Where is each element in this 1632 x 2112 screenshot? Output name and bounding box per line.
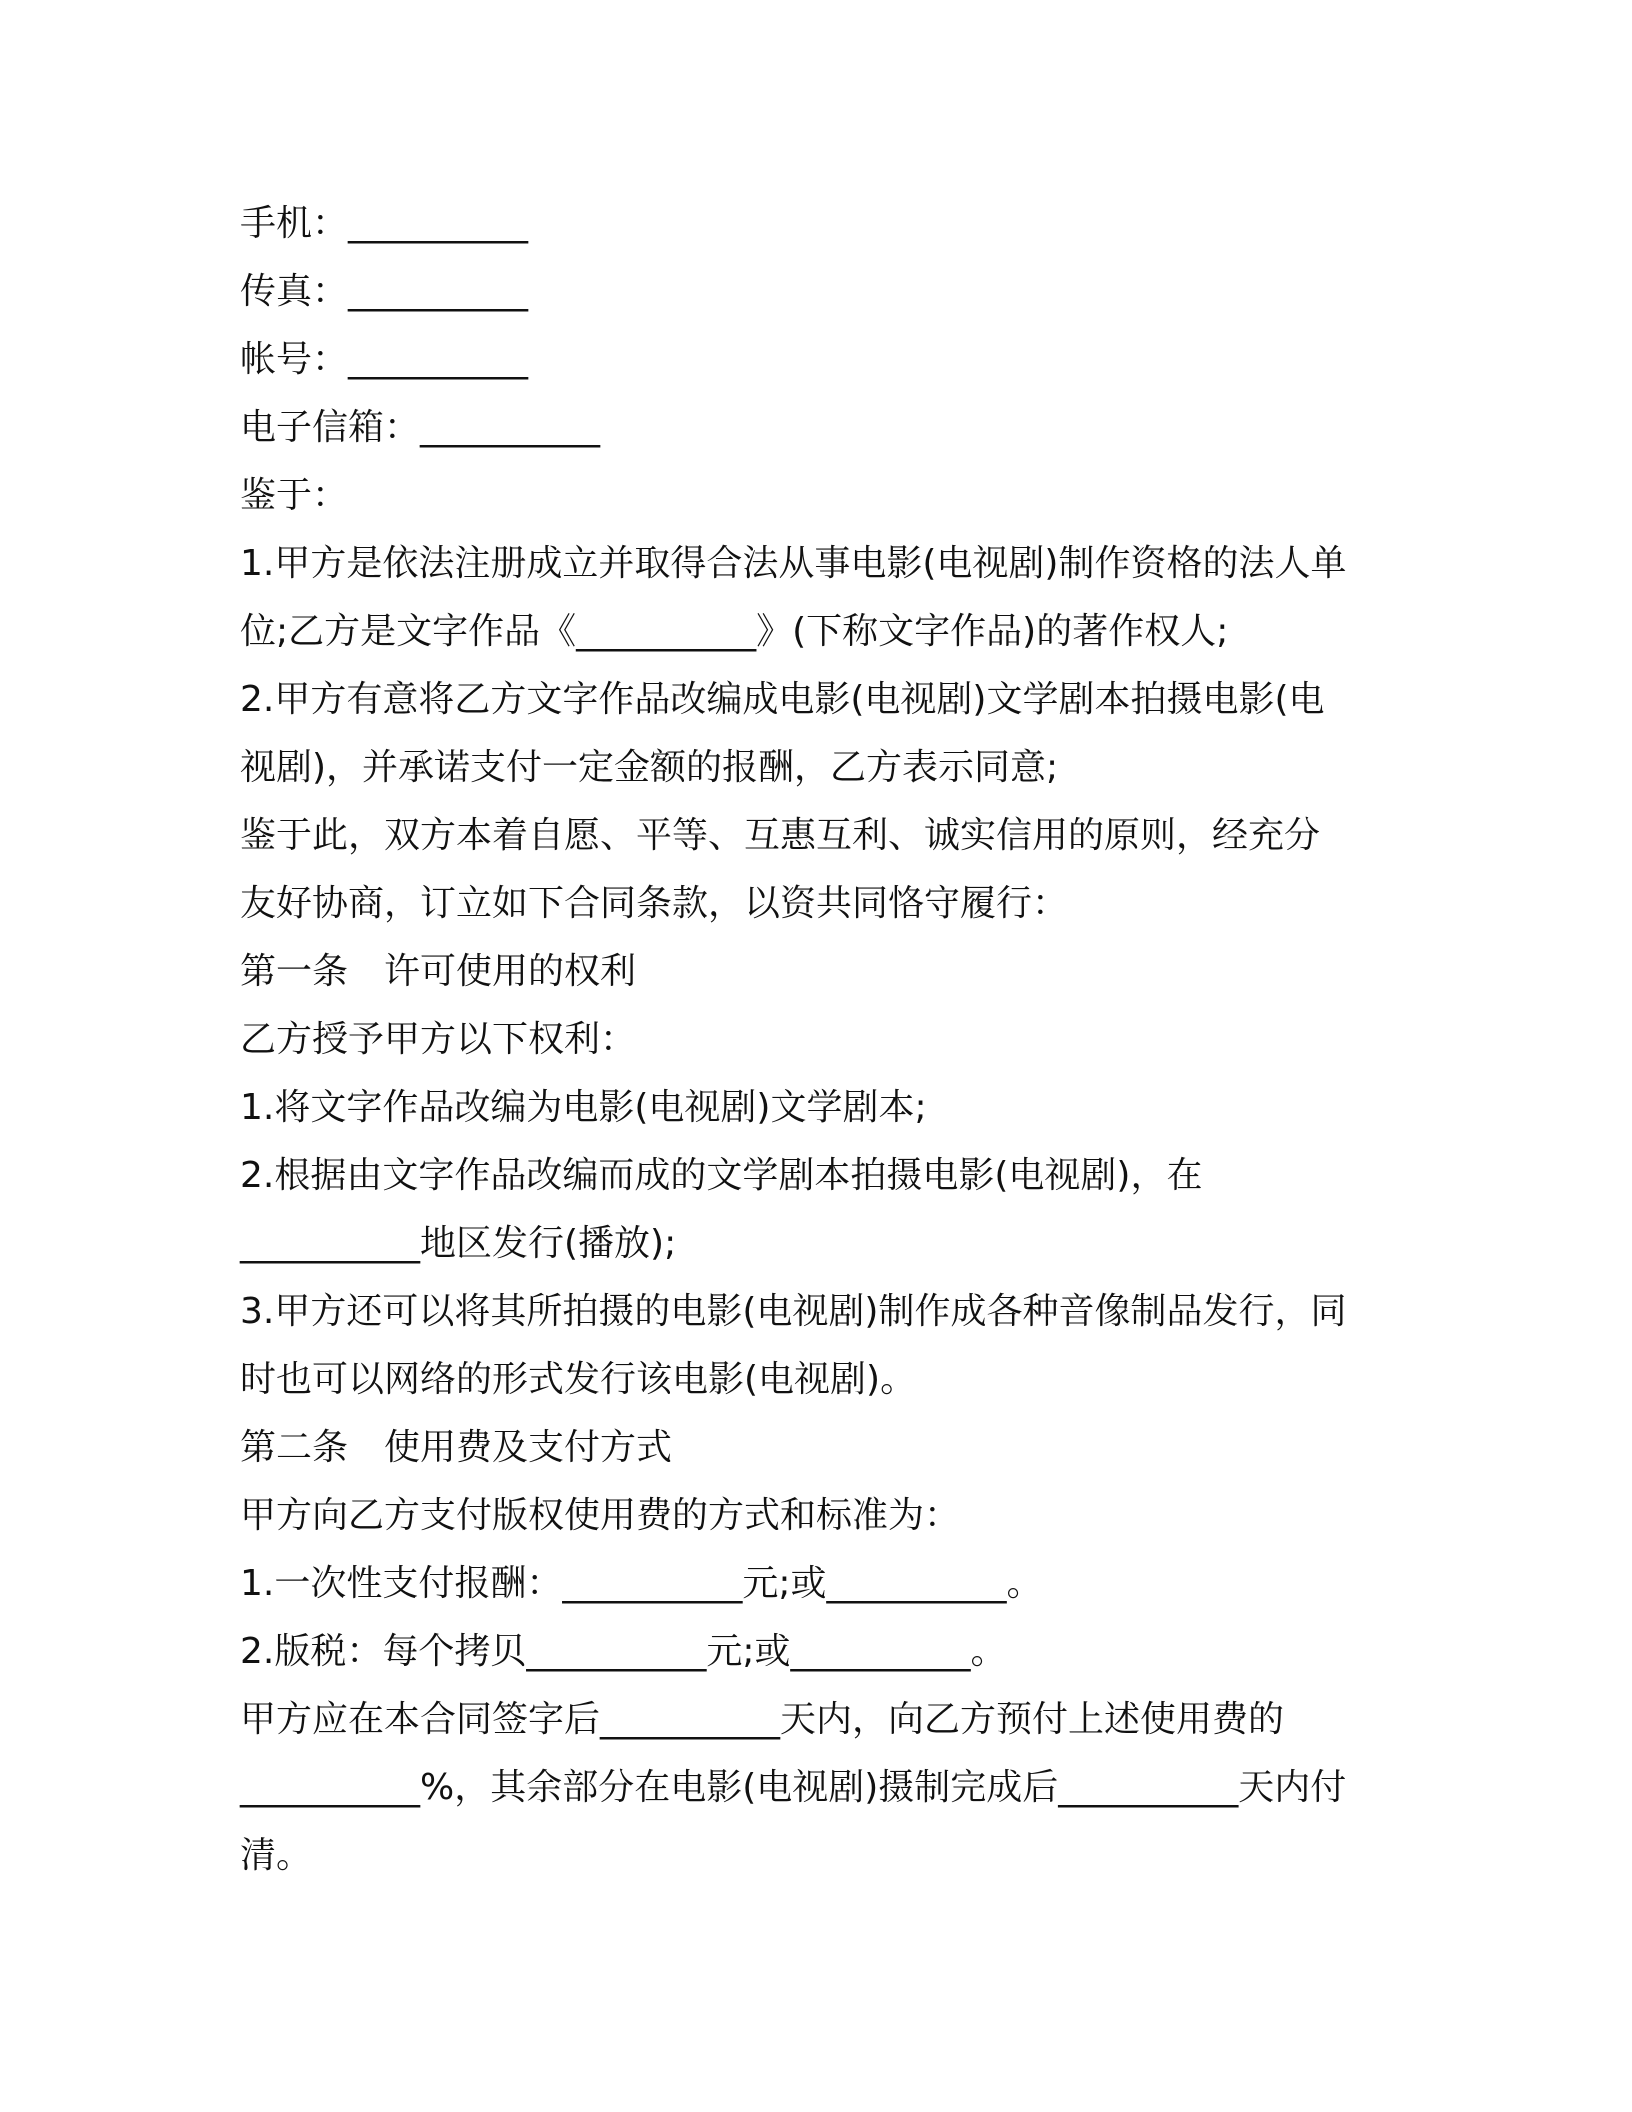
paragraph-line: __________%，其余部分在电影(电视剧)摄制完成后__________天内付	[240, 1767, 1347, 1808]
paragraph-line: 1.一次性支付报酬：__________元;或__________。	[240, 1563, 1043, 1604]
field-fax: 传真：__________	[240, 271, 529, 312]
paragraph-line: 3.甲方还可以将其所拍摄的电影(电视剧)制作成各种音像制品发行，同	[240, 1291, 1347, 1332]
paragraph-line: 鉴于此，双方本着自愿、平等、互惠互利、诚实信用的原则，经充分	[240, 815, 1321, 856]
paragraph-line: 时也可以网络的形式发行该电影(电视剧)。	[240, 1359, 917, 1400]
paragraph-line: 2.根据由文字作品改编而成的文学剧本拍摄电影(电视剧)，在	[240, 1155, 1203, 1196]
paragraph-line: 1.将文字作品改编为电影(电视剧)文学剧本;	[240, 1087, 927, 1128]
field-mobile: 手机：__________	[240, 203, 529, 244]
paragraph-line: 2.甲方有意将乙方文字作品改编成电影(电视剧)文学剧本拍摄电影(电	[240, 679, 1325, 720]
field-account: 帐号：__________	[240, 339, 529, 380]
paragraph-line: 甲方应在本合同签字后__________天内，向乙方预付上述使用费的	[240, 1699, 1285, 1740]
paragraph-line: 清。	[240, 1835, 313, 1876]
article-2-heading: 第二条 使用费及支付方式	[240, 1427, 673, 1468]
paragraph-line: 乙方授予甲方以下权利：	[240, 1019, 637, 1060]
document-page	[240, 190, 1390, 1890]
whereas-heading: 鉴于：	[240, 475, 349, 516]
paragraph-line: 位;乙方是文字作品《__________》(下称文字作品)的著作权人;	[240, 611, 1229, 652]
paragraph-line: 1.甲方是依法注册成立并取得合法从事电影(电视剧)制作资格的法人单	[240, 543, 1347, 584]
field-email: 电子信箱：__________	[240, 407, 601, 448]
paragraph-line: 2.版税：每个拷贝__________元;或__________。	[240, 1631, 1007, 1672]
paragraph-line: 友好协商，订立如下合同条款，以资共同恪守履行：	[240, 883, 1069, 924]
article-1-heading: 第一条 许可使用的权利	[240, 951, 637, 992]
paragraph-line: 视剧)，并承诺支付一定金额的报酬，乙方表示同意;	[240, 747, 1059, 788]
paragraph-line: __________地区发行(播放);	[240, 1223, 677, 1264]
paragraph-line: 甲方向乙方支付版权使用费的方式和标准为：	[240, 1495, 961, 1536]
